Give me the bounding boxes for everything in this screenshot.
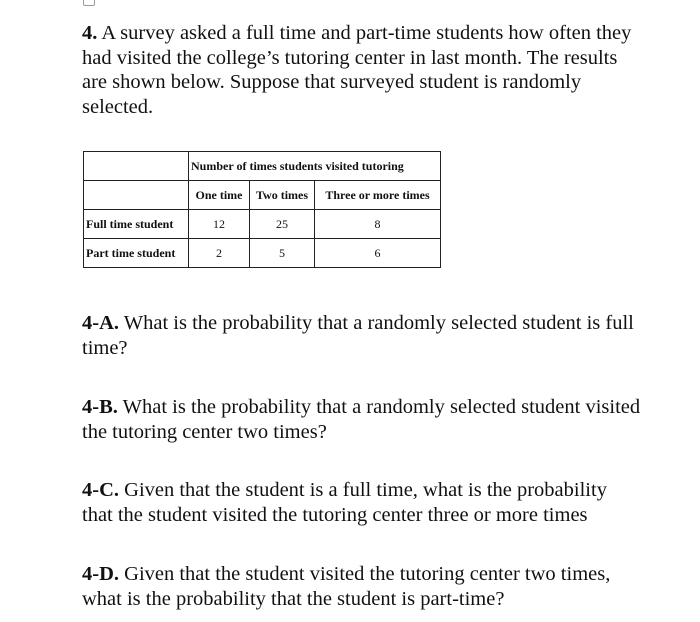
- cell-part-time-two: 5: [250, 239, 315, 268]
- question-label: 4-B.: [82, 396, 118, 418]
- problem-number: 4.: [82, 22, 98, 44]
- question-4c: [82, 478, 642, 527]
- column-header-three-or-more: Three or more times: [315, 181, 441, 210]
- cell-full-time-one: 12: [189, 210, 250, 239]
- column-header-two-times: Two times: [250, 181, 315, 210]
- question-4a: [82, 311, 642, 360]
- question-label: 4-A.: [82, 312, 120, 334]
- table-corner-cell: [84, 152, 189, 181]
- survey-table: [83, 151, 441, 268]
- table-header-row-2: [84, 181, 441, 210]
- column-header-one-time: One time: [189, 181, 250, 210]
- question-text: Given that the student visited the tutoring center two times, what is the probability that the student is part-time?: [82, 563, 611, 610]
- question-text: What is the probability that a randomly selected student is full time?: [82, 312, 634, 359]
- question-4d: [82, 562, 642, 611]
- question-4b: [82, 395, 642, 444]
- row-label-full-time: Full time student: [84, 210, 189, 239]
- row-label-part-time: Part time student: [84, 239, 189, 268]
- problem-intro: [82, 21, 642, 119]
- question-text: What is the probability that a randomly selected student visited the tutoring center two times?: [82, 396, 641, 443]
- group-header: Number of times students visited tutoring: [189, 152, 441, 181]
- cell-full-time-three: 8: [315, 210, 441, 239]
- cell-part-time-one: 2: [189, 239, 250, 268]
- table-row: [84, 210, 441, 239]
- cell-part-time-three: 6: [315, 239, 441, 268]
- checkbox-corner: [83, 0, 95, 6]
- question-label: 4-C.: [82, 479, 120, 501]
- table-row: [84, 239, 441, 268]
- cell-full-time-two: 25: [250, 210, 315, 239]
- table-header-row-1: [84, 152, 441, 181]
- question-text: Given that the student is a full time, what is the probability that the student visited the tutoring center three or more times: [82, 479, 607, 526]
- table-empty-cell: [84, 181, 189, 210]
- question-label: 4-D.: [82, 563, 120, 585]
- problem-intro-text: A survey asked a full time and part-time students how often they had visited the college’s tutoring center in last month. The results are shown below. Suppose that surveyed student is randomly selected.: [82, 22, 632, 118]
